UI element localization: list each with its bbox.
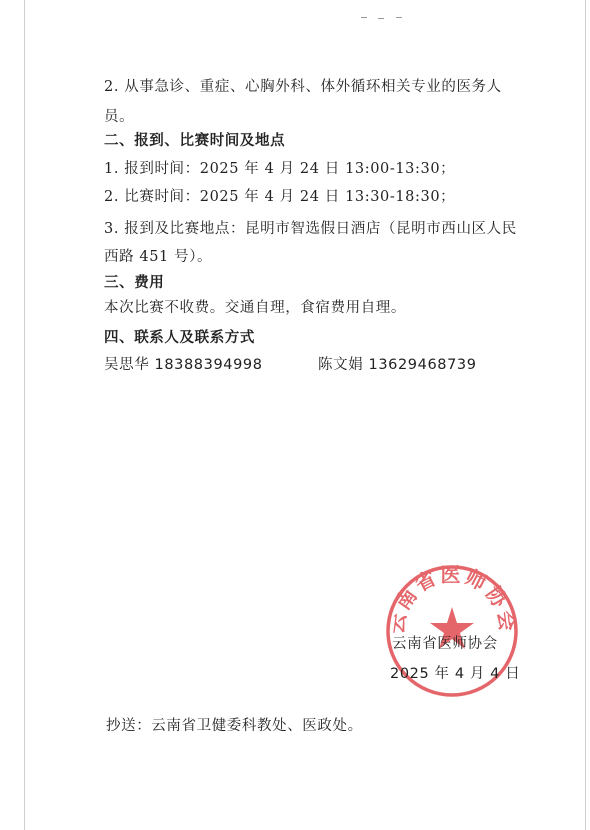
contact-2: 陈文娟 13629468739: [318, 357, 477, 373]
scan-right-edge: [585, 0, 586, 830]
seal-text: 云南省医师协会: [384, 563, 520, 636]
list-item-1: 1. 报到时间：2025 年 4 月 24 日 13:00-13:30；: [104, 161, 456, 177]
list-item-3: 3. 报到及比赛地点：昆明市智选假日酒店（昆明市西山区人民西路 451 号）。: [104, 221, 517, 265]
section-2-heading: 二、报到、比赛时间及地点: [104, 132, 286, 149]
scan-left-edge: [24, 0, 25, 830]
signature-date: 2025 年 4 月 4 日: [390, 666, 521, 682]
section-3-heading: 三、费用: [104, 274, 165, 291]
para-item-2: 2. 从事急诊、重症、心胸外科、体外循环相关专业的医务人员。: [104, 79, 502, 125]
signature-org: 云南省医师协会: [392, 636, 498, 652]
cc-line: 抄送：云南省卫健委科教处、医政处。: [106, 718, 363, 734]
contact-1: 吴思华 18388394998: [104, 357, 263, 373]
list-item-2: 2. 比赛时间：2025 年 4 月 24 日 13:30-18:30；: [104, 189, 456, 205]
fee-text: 本次比赛不收费。交通自理，食宿费用自理。: [104, 300, 406, 316]
section-4-heading: 四、联系人及联系方式: [104, 329, 255, 346]
